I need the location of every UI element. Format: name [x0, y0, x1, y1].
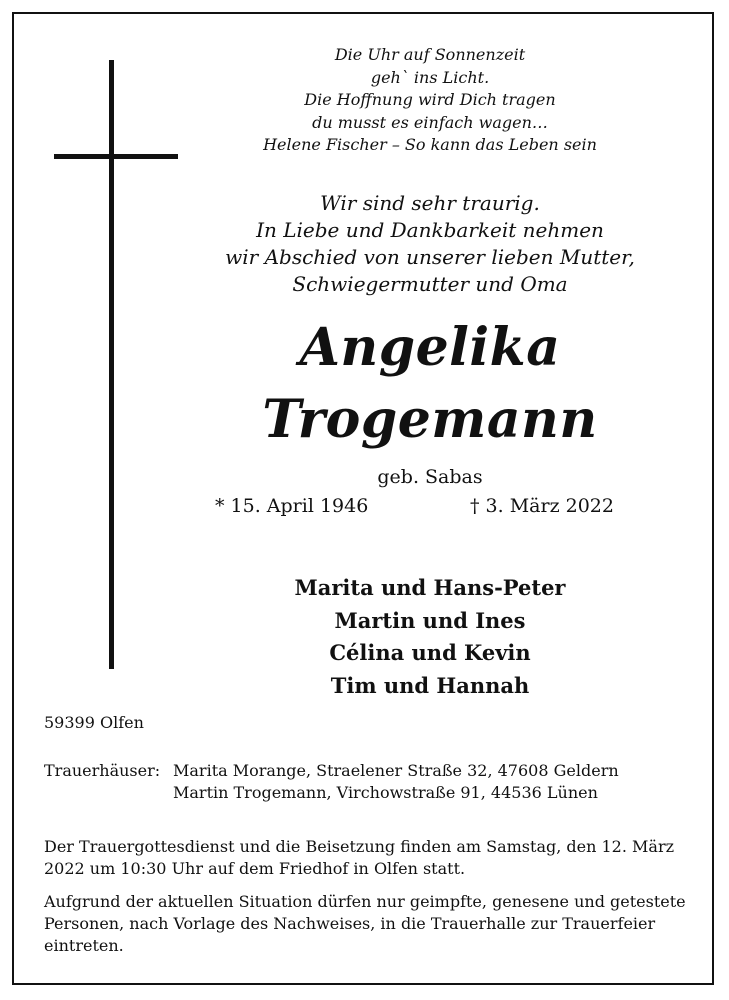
maiden-name: geb. Sabas — [377, 466, 483, 488]
city-line: 59399 Olfen — [44, 713, 144, 732]
mourning-houses-label: Trauerhäuser: — [44, 761, 161, 780]
family-member: Martin und Ines — [334, 607, 526, 633]
intro-line: Wir sind sehr traurig. — [320, 191, 540, 215]
quote-line: Die Uhr auf Sonnenzeit — [334, 45, 526, 64]
intro-line: In Liebe und Dankbarkeit nehmen — [256, 218, 604, 242]
quote-line: du musst es einfach wagen… — [312, 112, 548, 132]
deceased-last-name: Trogemann — [262, 389, 598, 450]
quote-line: Die Hoffnung wird Dich tragen — [304, 90, 556, 109]
family-member: Célina und Kevin — [329, 640, 531, 665]
family-member: Tim und Hannah — [330, 672, 530, 698]
cross-horizontal-bar — [54, 154, 178, 159]
cross-vertical-bar — [109, 60, 114, 669]
intro-line: wir Abschied von unserer lieben Mutter, — [225, 245, 635, 269]
mourning-houses — [44, 760, 619, 804]
service-text: Der Trauergottesdienst und die Beisetzung finden am Samstag, den 12. März 2022 um 10:30 Uhr auf dem Friedhof in Olfen statt. — [44, 837, 675, 878]
mourning-house-address: Marita Morange, Straelener Straße 32, 47608 Geldern — [173, 761, 619, 780]
quote-line: geh` ins Licht. — [370, 67, 490, 87]
mourning-house-address: Martin Trogemann, Virchowstraße 91, 44536 Lünen — [173, 783, 598, 802]
notice-text: Aufgrund der aktuellen Situation dürfen nur geimpfte, genesene und getestete Personen, nach Vorlage des Nachweises, in die Trauerhalle zur Trauerfeier eintreten. — [44, 892, 686, 955]
birth-date: * 15. April 1946 — [215, 495, 369, 517]
deceased-first-name: Angelika — [299, 317, 561, 378]
intro-block — [180, 190, 680, 298]
family-list — [180, 572, 680, 702]
family-member: Marita und Hans-Peter — [294, 575, 566, 600]
death-date: † 3. März 2022 — [470, 495, 614, 517]
quote-block — [195, 44, 665, 157]
quote-line: Helene Fischer – So kann das Leben sein — [263, 135, 597, 154]
intro-line: Schwiegermutter und Oma — [292, 272, 568, 296]
